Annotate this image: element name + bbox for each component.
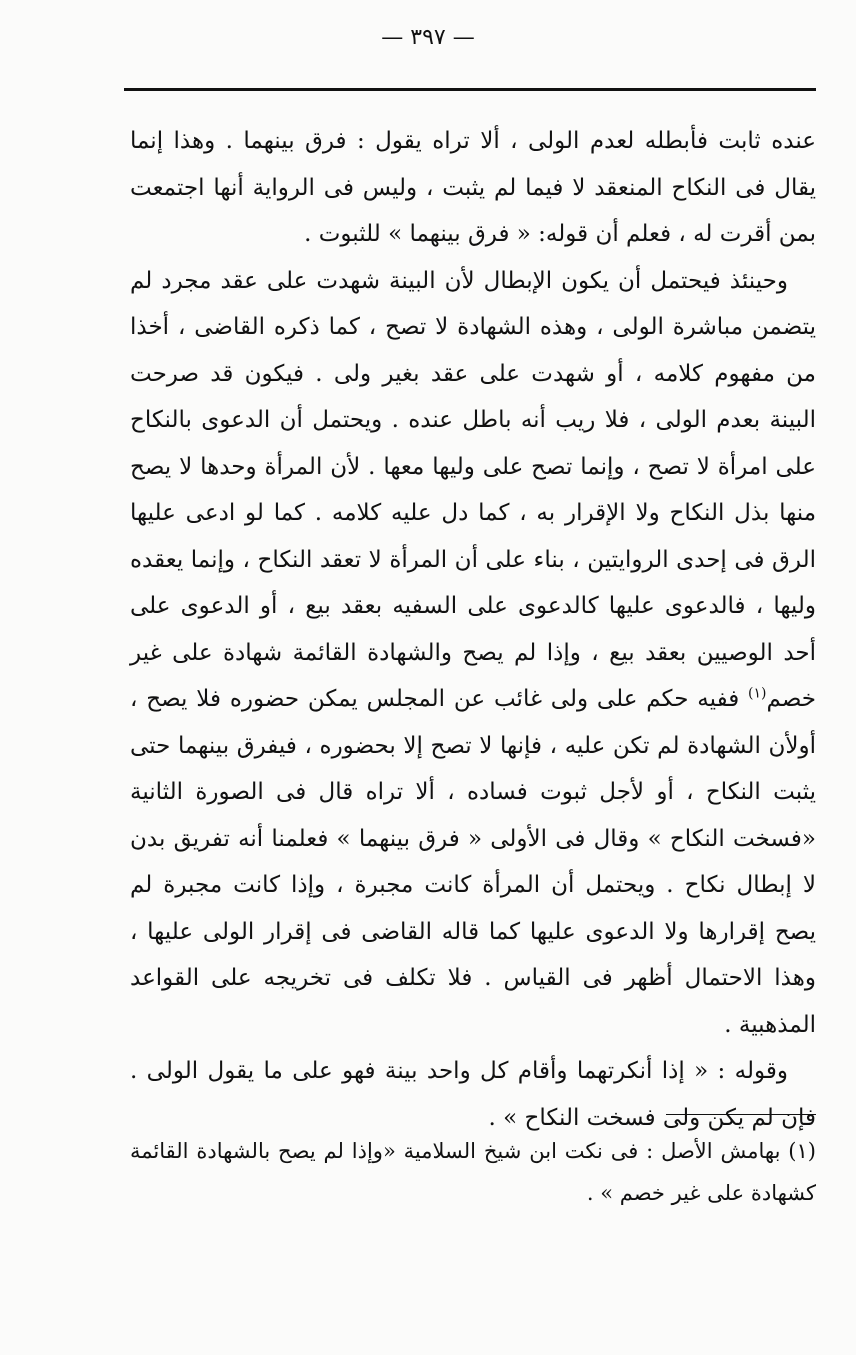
text-line: ففيه حكم على ولى غائب عن المجلس يمكن حضوره — [229, 686, 740, 712]
text-line: به ، كما دل عليه كلامه . كما لو ادعى عليها الرق فى إحدى الروايتين ، بناء على — [130, 500, 816, 573]
paragraph-3 — [130, 1048, 816, 1141]
text-line: لا إبطال نكاح . ويحتمل أن المرأة كانت مجبرة ، وإذا كانت مجبرة لم يصح — [130, 872, 817, 945]
text-line: أظهر فى القياس . فلا تكلف فى تخريجه على القواعد المذهبية . — [130, 965, 816, 1038]
footnote — [130, 1130, 816, 1214]
text-line: لم يكن ولى فسخت النكاح » . — [488, 1104, 774, 1131]
text-line: أن قوله: « فرق بينهما » للثبوت . — [304, 221, 619, 247]
footnote-rule — [666, 1114, 816, 1115]
text-line: بينهما حتى يثبت النكاح ، أو لأجل ثبوت فساده ، ألا تراه قال فى الصورة — [130, 732, 816, 805]
text-line: وحينئذ فيحتمل أن يكون الإبطال لأن البينة شهدت على عقد مجرد لم يتضمن — [130, 267, 817, 340]
main-text — [130, 118, 816, 1141]
text-line: النكاح المنعقد لا فيما لم يثبت ، وليس فى الرواية أنها اجتمعت بمن أقرت له ، فعلم — [130, 174, 816, 247]
text-line: فلا ريب أنه باطل عنده . ويحتمل أن الدعوى بالنكاح على امرأة لا تصح ، وإنما — [130, 407, 816, 480]
text-line: تصح على وليها معها . لأن المرأة وحدها لا يصح منها بذل النكاح ولا الإقرار — [130, 453, 817, 526]
text-line: فلا يصح ، أولأن الشهادة لم تكن عليه ، فإنها لا تصح إلا بحضوره ، فيفرق — [130, 686, 817, 759]
footnote-reference[interactable]: (١) — [748, 685, 767, 702]
paragraph-1 — [130, 118, 816, 258]
paragraph-2 — [130, 258, 816, 1049]
header-rule — [124, 88, 816, 91]
text-line: كلامه ، أو شهدت على عقد بغير ولى . فيكون قد صرحت البينة بعدم الولى ، — [130, 360, 816, 433]
text-line: أن المرأة لا تعقد النكاح ، وإنما يعقده وليها ، فالدعوى عليها كالدعوى على — [130, 546, 816, 619]
text-line: مباشرة الولى ، وهذه الشهادة لا تصح ، كما ذكره القاضى ، أخذا من مفهوم — [130, 314, 816, 387]
text-line: القائمة شهادة على غير خصم — [130, 639, 816, 712]
text-line: الثانية «فسخت النكاح » وقال فى الأولى « فرق بينهما » فعلمنا أنه تفريق بدن — [130, 779, 816, 852]
text-line: إقرارها ولا الدعوى عليها كما قاله القاضى فى إقرار الولى عليها ، وهذا الاحتمال — [130, 918, 816, 991]
footnote-line: القائمة كشهادة على غير خصم » . — [130, 1139, 816, 1205]
text-line: السفيه بعقد بيع ، أو الدعوى على أحد الوصيين بعقد بيع ، وإذا لم يصح والشهادة — [130, 593, 816, 666]
footnote-line: (١) بهامش الأصل : فى نكت ابن شيخ السلامية «وإذا لم يصح بالشهادة — [196, 1139, 816, 1163]
text-line: عنده ثابت فأبطله لعدم الولى ، ألا تراه يقول : فرق بينهما . وهذا إنما يقال فى — [130, 128, 816, 201]
page-number: — ٣٩٧ — — [381, 25, 475, 50]
text-line: وقوله : « إذا أنكرتهما وأقام كل واحد بينة فهو على ما يقول الولى . فإن — [130, 1058, 816, 1131]
page-header — [0, 18, 856, 58]
